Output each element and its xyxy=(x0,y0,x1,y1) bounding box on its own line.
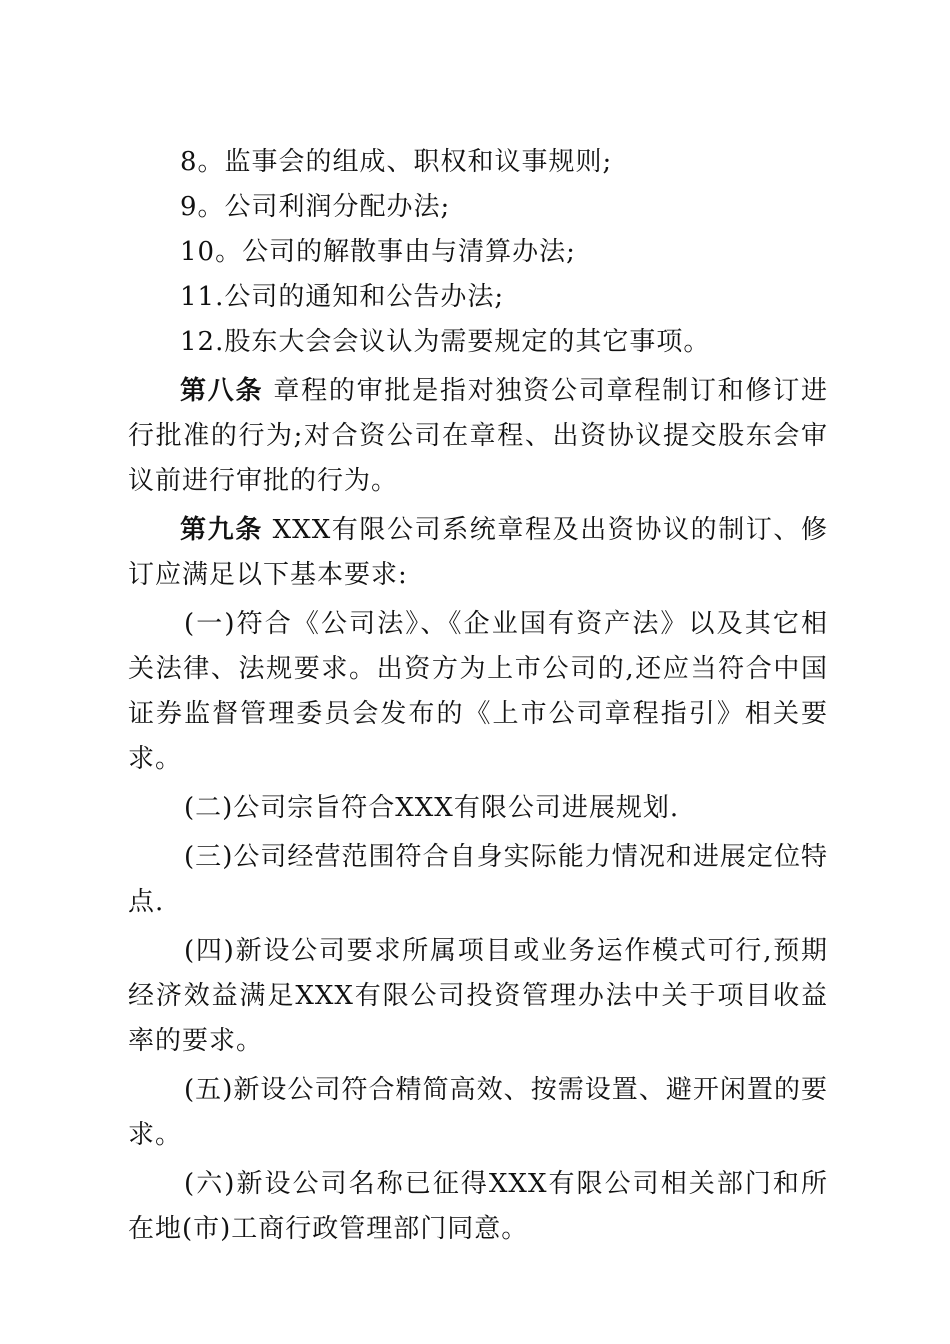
article-8-text: 章程的审批是指对独资公司章程制订和修订进行批准的行为;对合资公司在章程、出资协议提交股东会审议前进行审批的行为。 xyxy=(128,376,828,496)
article-8-title: 第八条 xyxy=(180,376,264,406)
requirement-4: (四)新设公司要求所属项目或业务运作模式可行,预期经济效益满足XXX有限公司投资管理办法中关于项目收益率的要求。 xyxy=(128,936,828,1056)
list-item-9: 9。公司利润分配办法; xyxy=(180,192,451,222)
list-item-11: 11.公司的通知和公告办法; xyxy=(180,282,505,312)
article-8-paragraph xyxy=(128,369,828,504)
document-body xyxy=(128,140,828,1252)
requirement-6: (六)新设公司名称已征得XXX有限公司相关部门和所在地(市)工商行政管理部门同意。 xyxy=(128,1169,828,1244)
article-9-paragraph xyxy=(128,508,828,598)
article-9-text: XXX有限公司系统章程及出资协议的制订、修订应满足以下基本要求: xyxy=(128,515,828,590)
article-9-title: 第九条 xyxy=(180,515,263,545)
list-item-10: 10。公司的解散事由与清算办法; xyxy=(180,237,576,267)
requirement-5: (五)新设公司符合精简高效、按需设置、避开闲置的要求。 xyxy=(128,1075,828,1150)
list-item-12: 12.股东大会会议认为需要规定的其它事项。 xyxy=(180,327,711,357)
list-item-8: 8。监事会的组成、职权和议事规则; xyxy=(180,147,613,177)
requirement-1: (一)符合《公司法》、《企业国有资产法》以及其它相关法律、法规要求。出资方为上市公司的,还应当符合中国证券监督管理委员会发布的《上市公司章程指引》相关要求。 xyxy=(128,609,828,774)
requirement-2: (二)公司宗旨符合XXX有限公司进展规划. xyxy=(184,793,680,823)
requirement-3: (三)公司经营范围符合自身实际能力情况和进展定位特点. xyxy=(128,842,828,917)
